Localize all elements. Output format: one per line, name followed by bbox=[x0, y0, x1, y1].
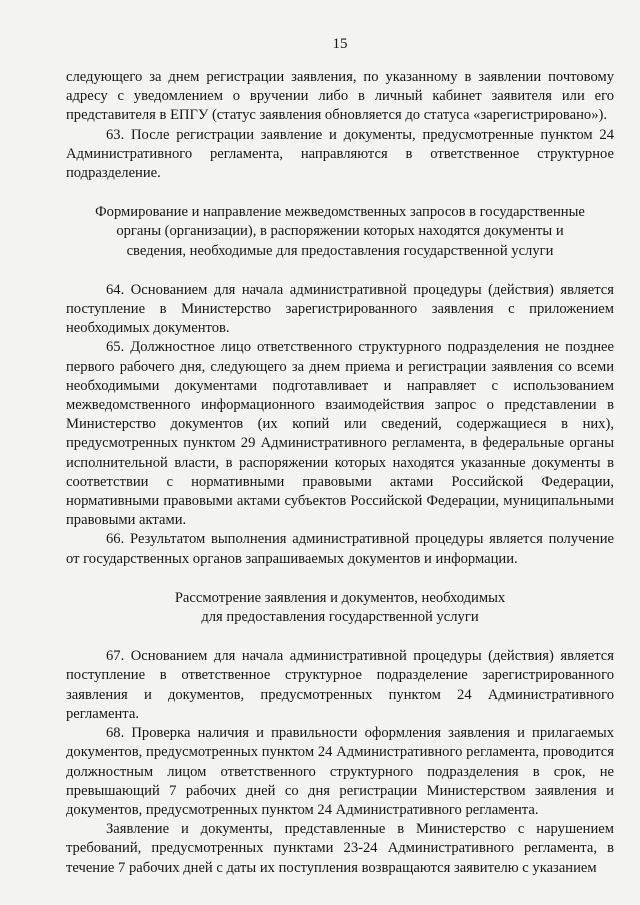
paragraph-67: 67. Основанием для начала административной процедуры (действия) является поступление в ответственное структурное подразделение зарегистрированного заявления и документов, предусмотренных пунктом 24 Административного регламента. bbox=[66, 648, 614, 722]
section-heading-review-line1: Рассмотрение заявления и документов, необходимых bbox=[174, 589, 506, 606]
paragraph-68-returned-documents: Заявление и документы, представленные в Министерство с нарушением требований, предусмотренных пунктами 23-24 Административного регламента, в течение 7 рабочих дней с даты их поступления возвращаются заявителю с указанием bbox=[66, 821, 614, 876]
section-heading-interagency-requests: Формирование и направление межведомственных запросов в государственные органы (организации), в распоряжении которых находятся документы и сведения, необходимые для предоставления государственной услуги bbox=[95, 204, 585, 259]
paragraph-68: 68. Проверка наличия и правильности оформления заявления и прилагаемых документов, предусмотренных пунктом 24 Административного регламента, проводится должностным лицом ответственного структурного подразделения в срок, не превышающий 7 рабочих дней со дня регистрации Министерством заявления и документов, предусмотренных пунктом 24 Административного регламента. bbox=[66, 725, 614, 818]
section-heading-review-line2: для предоставления государственной услуги bbox=[201, 609, 479, 626]
paragraph-63: 63. После регистрации заявление и документы, предусмотренные пунктом 24 Административного регламента, направляются в ответственное структурное подразделение. bbox=[66, 126, 614, 182]
paragraph-65: 65. Должностное лицо ответственного структурного подразделения не позднее первого рабочего дня, следующего за днем приема и регистрации заявления со всеми необходимыми документами подготавливает и направляет с использованием межведомственного информационного взаимодействия запрос о представлении в Министерство документов (их копий или сведений, содержащиеся в них), предусмотренных пунктом 29 Административного регламента, в федеральные органы исполнительной власти, в распоряжении которых находятся указанные документы в соответствии с нормативными правовыми актами Российской Федерации, нормативными правовыми актами субъектов Российской Федерации, муниципальными правовыми актами. bbox=[66, 339, 614, 529]
paragraph-66: 66. Результатом выполнения административной процедуры является получение от государственных органов запрашиваемых документов и информации. bbox=[66, 531, 614, 567]
document-body bbox=[66, 68, 614, 878]
paragraph-64: 64. Основанием для начала административной процедуры (действия) является поступление в Министерство зарегистрированного заявления с приложением необходимых документов. bbox=[66, 281, 614, 337]
section-heading-review bbox=[66, 589, 614, 627]
page-number: 15 bbox=[332, 36, 348, 52]
paragraph-62-continuation: следующего за днем регистрации заявления, по указанному в заявлении почтовому адресу с уведомлением о вручении либо в личный кабинет заявителя или его представителя в ЕПГУ (статус заявления обновляется до статуса «зарегистрировано»). bbox=[66, 69, 614, 124]
